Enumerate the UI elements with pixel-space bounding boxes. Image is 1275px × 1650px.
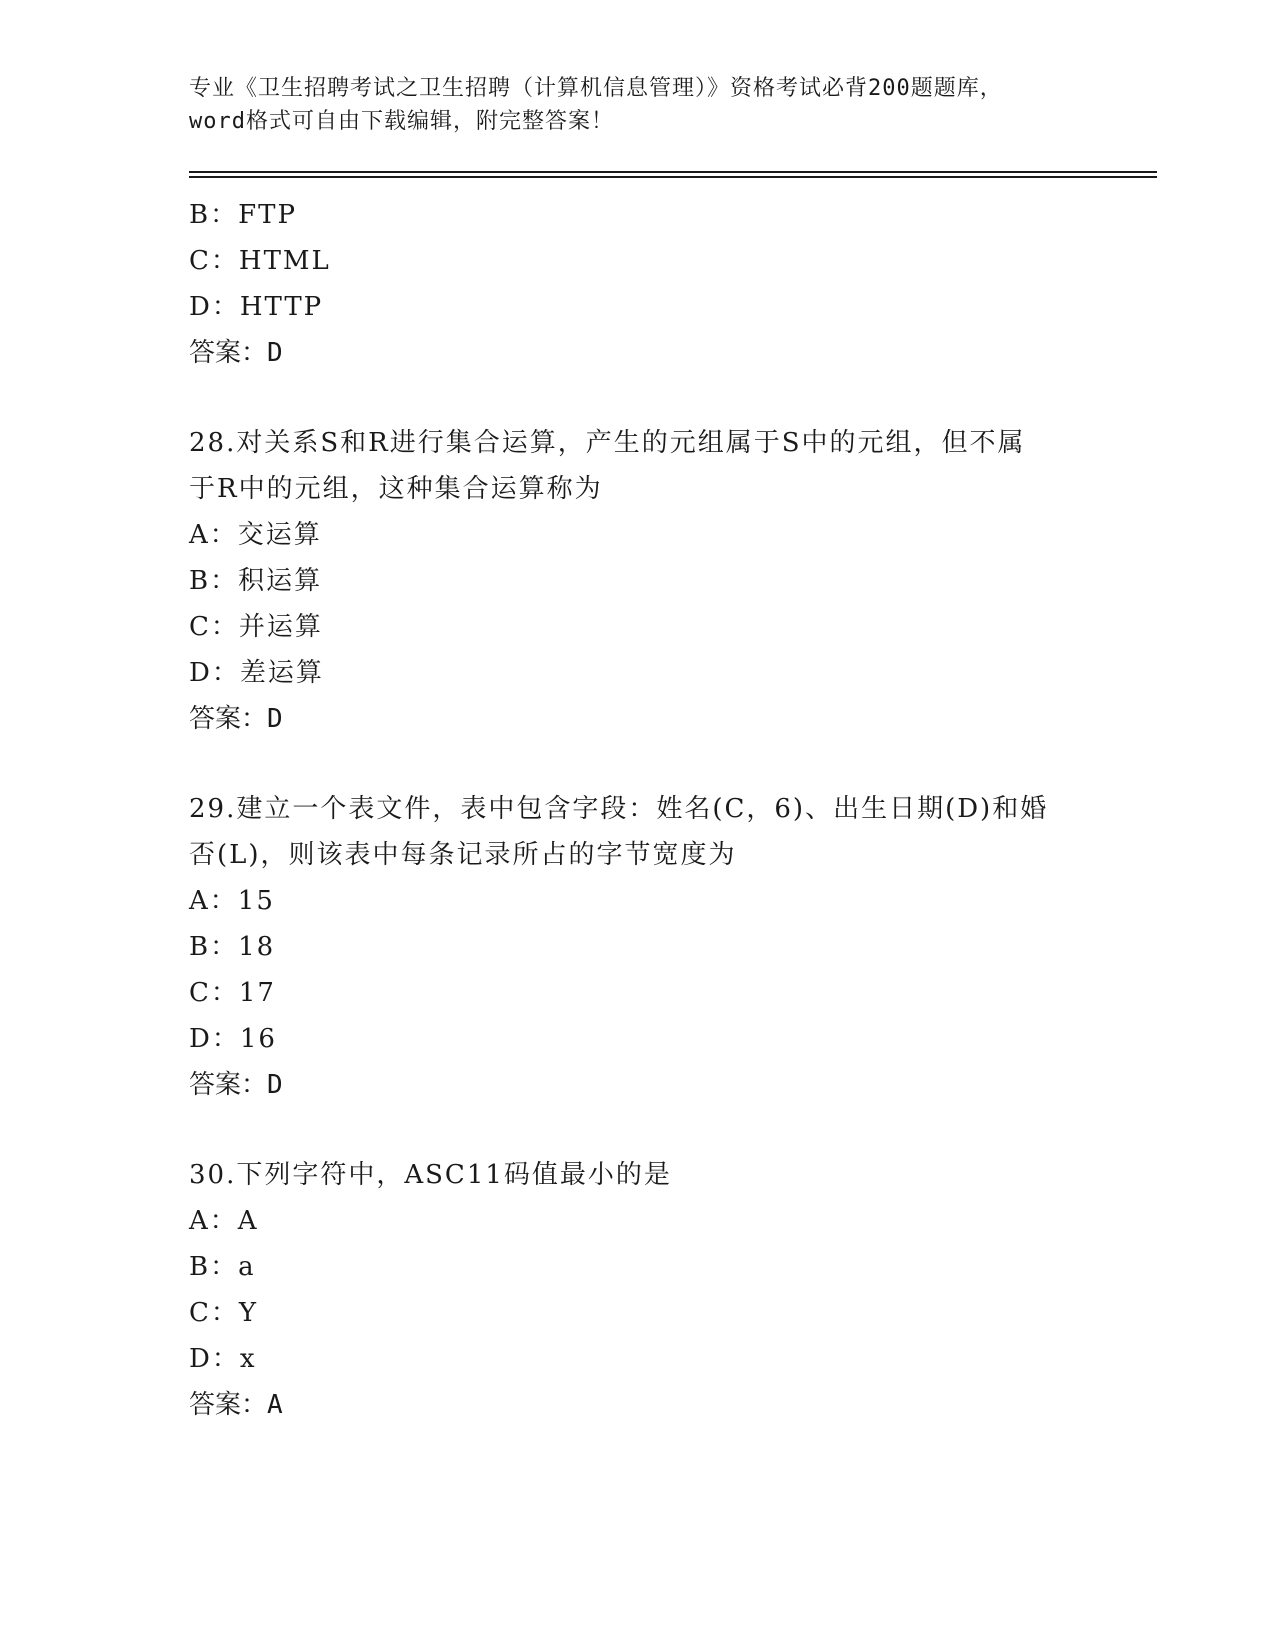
question-29 (189, 786, 1089, 1108)
option-c: C：17 (189, 978, 276, 1008)
option-b: B：FTP (189, 200, 297, 230)
option-d: D：16 (189, 1024, 277, 1054)
document-body (189, 192, 1089, 1428)
header-divider-top (189, 171, 1157, 173)
question-stem-line-2: 否(L)，则该表中每条记录所占的字节宽度为 (189, 840, 737, 870)
document-header (189, 72, 1089, 138)
question-28 (189, 420, 1089, 742)
option-a: A：交运算 (189, 520, 322, 550)
option-a: A：A (189, 1206, 259, 1236)
question-stem-line-1: 29.建立一个表文件，表中包含字段：姓名(C，6)、出生日期(D)和婚 (189, 794, 1049, 824)
option-c: C：并运算 (189, 612, 323, 642)
question-stem-line-1: 28.对关系S和R进行集合运算，产生的元组属于S中的元组，但不属 (189, 428, 1026, 458)
option-b: B：18 (189, 932, 276, 962)
question-30 (189, 1152, 1089, 1428)
option-d: D：差运算 (189, 658, 324, 688)
option-b: B：积运算 (189, 566, 323, 596)
answer-line: 答案：A (189, 1390, 283, 1420)
header-title-line-2: word格式可自由下载编辑，附完整答案！ (189, 109, 614, 134)
option-a: A：15 (189, 886, 275, 916)
answer-line: 答案：D (189, 1070, 283, 1100)
option-d: D：x (189, 1344, 257, 1374)
answer-line: 答案：D (189, 338, 283, 368)
question-stem-line-1: 30.下列字符中，ASC11码值最小的是 (189, 1160, 672, 1190)
question-27-continued (189, 192, 1089, 376)
option-b: B：a (189, 1252, 256, 1282)
option-c: C：HTML (189, 246, 331, 276)
header-title-line-1: 专业《卫生招聘考试之卫生招聘（计算机信息管理）》资格考试必背200题题库， (189, 76, 1003, 101)
answer-line: 答案：D (189, 704, 283, 734)
spacer (189, 376, 1089, 420)
option-c: C：Y (189, 1298, 259, 1328)
spacer (189, 1108, 1089, 1152)
header-divider-bottom (189, 176, 1157, 178)
question-stem-line-2: 于R中的元组，这种集合运算称为 (189, 474, 603, 504)
option-d: D：HTTP (189, 292, 324, 322)
spacer (189, 742, 1089, 786)
